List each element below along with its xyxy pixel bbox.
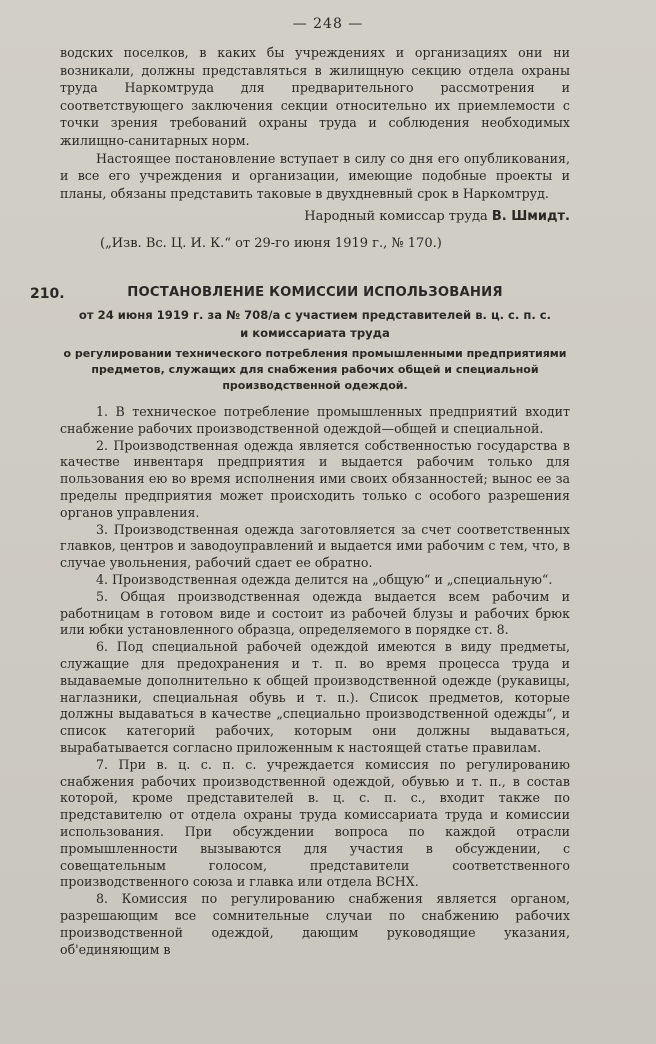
paragraph-7: 7. При в. ц. с. п. с. учреждается комиссия по регулированию снабжения рабочих производственной одеждой, обувью и т. п., в состав которой, кроме представителей в. ц. с. п. с., входит также по представителю от отдела охраны труда комиссариата труда и комиссии использования. При обсуждении вопроса по каждой отрасли промышленности вызываются для участия в обсуждении, с совещательным голосом, представители соответственного производственного союза и главка или отдела ВСНХ.: [60, 756, 570, 890]
subtitle-line-1: от 24 июня 1919 г. за № 708/а с участием представителей в. ц. с. п. с.: [78, 308, 552, 322]
intro-paragraph-1: водских поселков, в каких бы учреждениях и организациях они ни возникали, должны представляться в жилищную секцию отдела охраны труда Наркомтруда для предварительного рассмотрения и соответствующего заключения секции относительно их приемлемости с точки зрения требований охраны труда и соблюдения необходимых жилищно-санитарных норм.: [60, 45, 570, 148]
paragraph-2: 2. Производственная одежда является собственностью государства в качестве инвентаря предприятия и выдается рабочим только для пользования ею во время исполнения ими своих обязанностей; вынос ее за пределы предприятия может происходить только с особого разрешения органов управления.: [60, 437, 570, 520]
subtitle-line-2: и комиссариата труда: [240, 326, 390, 340]
document-title: ПОСТАНОВЛЕНИЕ КОМИССИИ ИСПОЛЬЗОВАНИЯ: [127, 285, 503, 300]
document-number: 210.: [30, 286, 65, 302]
intro-paragraph-2: Настоящее постановление вступает в силу со дня его опубликования, и все его учреждения и организации, имеющие подобные проекты и планы, обязаны представить таковые в двухдневный срок в Наркомтруд.: [60, 150, 570, 201]
signature: [60, 209, 570, 224]
paragraph-1: 1. В техническое потребление промышленных предприятий входит снабжение рабочих производственной одеждой—общей и специальной.: [60, 404, 570, 436]
document-body: [60, 404, 570, 958]
signature-name: В. Шмидт.: [491, 209, 570, 224]
paragraph-6: 6. Под специальной рабочей одеждой имеются в виду предметы, служащие для предохранения и т. п. во время процесса труда и выдаваемые дополнительно к общей производственной одежде (рукавицы, наглазники, специальная обувь и т. п.). Список предметов, которые должны выдаваться в качестве „специально производственной одежды“, и список категорий рабочих, которым они должны выдаваться, вырабатывается согласно приложенным к настоящей статье правилам.: [60, 639, 570, 755]
paragraph-3: 3. Производственная одежда заготовляется за счет соответственных главков, центров и заводоуправлений и выдается ими рабочим с тем, что, в случае увольнения, рабочий сдает ее обратно.: [60, 521, 570, 571]
document-topic: о регулировании технического потребления промышленными предприятиями предметов, служащих для снабжения рабочих общей и специальной производственной одеждой.: [63, 347, 567, 392]
paragraph-4: 4. Производственная одежда делится на „общую“ и „специальную“.: [96, 571, 553, 587]
intro-text: [60, 44, 570, 202]
publication-reference: („Изв. Вс. Ц. И. К.“ от 29-го июня 1919 г., № 170.): [100, 236, 442, 251]
page-number: — 248 —: [292, 16, 364, 32]
paragraph-8: 8. Комиссия по регулированию снабжения является органом, разрешающим все сомнительные случаи по снабжению рабочих производственной одеждой, дающим руководящие указания, об'единяющим в: [60, 891, 570, 957]
paragraph-5: 5. Общая производственная одежда выдается всем рабочим и работницам в готовом виде и состоит из рабочей блузы и рабочих брюк или юбки установленного образца, определяемого в порядке ст. 8.: [60, 588, 570, 638]
signature-role: Народный комиссар труда: [304, 209, 488, 224]
document-subtitle: [60, 306, 570, 342]
